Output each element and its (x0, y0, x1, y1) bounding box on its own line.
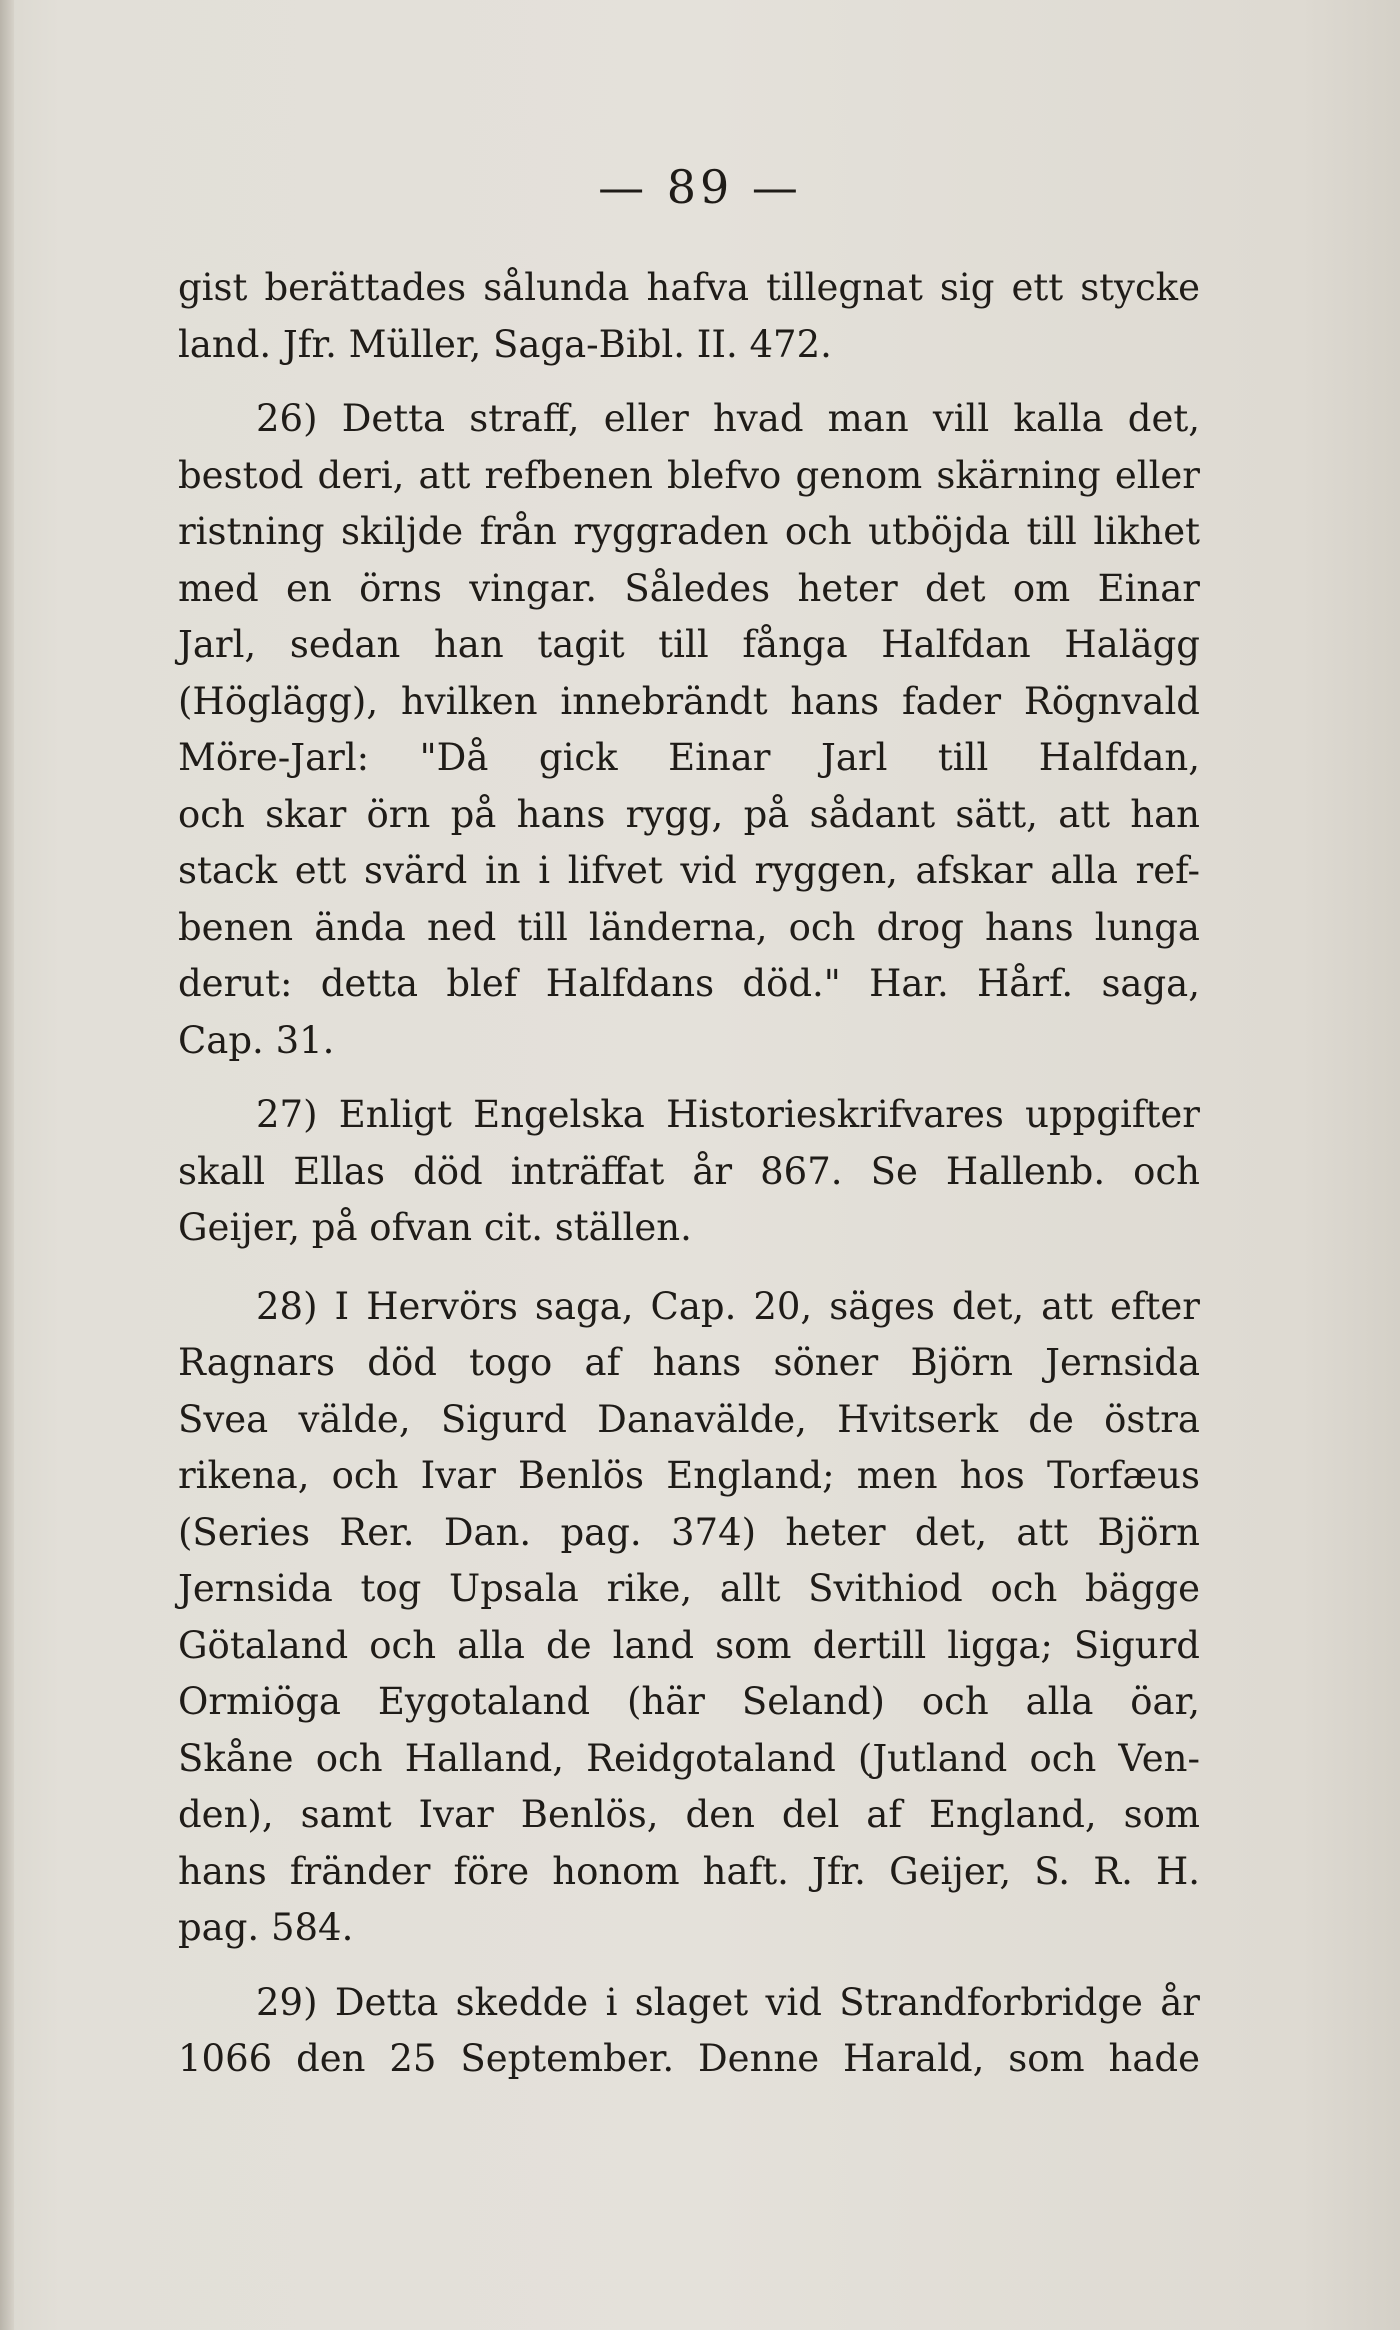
text-line: 29) Detta skedde i slaget vid Strandforbridge år (256, 1980, 1200, 2024)
text-line: ristning skiljde från ryggraden och utböjda till likhet (178, 510, 1200, 553)
text-line: bestod deri, att refbenen blefvo genom skärning eller (178, 453, 1200, 497)
text-line: 27) Enligt Engelska Historieskrifvares uppgifter (256, 1093, 1200, 1136)
text-line: och skar örn på hans rygg, på sådant sätt, att han (178, 792, 1200, 836)
footnote-29 (178, 1975, 1200, 2088)
text-line: (Höglägg), hvilken innebrändt hans fader Rögnvald (178, 679, 1200, 723)
text-line: 1066 den 25 September. Denne Harald, som hade (178, 2037, 1200, 2080)
text-line: Götaland och alla de land som dertill ligga; Sigurd (178, 1623, 1200, 1667)
page-number-header: — 89 — (598, 160, 802, 214)
footnote-26 (178, 391, 1200, 1069)
footnote-28 (178, 1279, 1200, 1957)
paragraph-continuation (178, 260, 1200, 373)
text-line: pag. 584. (178, 1906, 354, 1949)
text-line: Svea välde, Sigurd Danavälde, Hvitserk de östra (178, 1397, 1200, 1441)
text-line: Jarl, sedan han tagit till fånga Halfdan Halägg (178, 623, 1200, 666)
body-text (178, 260, 1200, 2088)
text-line: Ormiöga Eygotaland (här Seland) och alla öar, (178, 1680, 1200, 1723)
text-line: benen ända ned till länderna, och drog hans lunga (178, 905, 1200, 949)
text-line: Geijer, på ofvan cit. ställen. (178, 1206, 692, 1249)
text-line: 26) Detta straff, eller hvad man vill kalla det, (256, 397, 1200, 440)
text-line: den), samt Ivar Benlös, den del af England, som (178, 1793, 1200, 1836)
text-line: gist berättades sålunda hafva tillegnat sig ett stycke (178, 266, 1200, 309)
text-line: derut: detta blef Halfdans död." Har. Hårf. saga, (178, 962, 1200, 1005)
text-line: Jernsida tog Upsala rike, allt Svithiod och bägge (178, 1567, 1200, 1610)
text-line: Möre-Jarl: "Då gick Einar Jarl till Halfdan, (178, 736, 1200, 779)
text-line: rikena, och Ivar Benlös England; men hos Torfæus (178, 1454, 1200, 1497)
text-line: Cap. 31. (178, 1018, 335, 1062)
text-line: land. Jfr. Müller, Saga-Bibl. II. 472. (178, 322, 832, 366)
text-line: hans fränder före honom haft. Jfr. Geijer, S. R. H. (178, 1849, 1200, 1893)
page-gutter (0, 0, 14, 2330)
text-line: Skåne och Halland, Reidgotaland (Jutland och Ven- (178, 1736, 1200, 1780)
text-line: skall Ellas död inträffat år 867. Se Hallenb. och (178, 1149, 1200, 1193)
text-line: 28) I Hervörs saga, Cap. 20, säges det, att efter (256, 1284, 1200, 1328)
text-line: Ragnars död togo af hans söner Björn Jernsida (178, 1341, 1200, 1384)
text-line: stack ett svärd in i lifvet vid ryggen, afskar alla ref- (178, 849, 1200, 892)
footnote-27 (178, 1087, 1200, 1257)
text-line: med en örns vingar. Således heter det om Einar (178, 566, 1200, 610)
text-line: (Series Rer. Dan. pag. 374) heter det, att Björn (178, 1510, 1200, 1554)
